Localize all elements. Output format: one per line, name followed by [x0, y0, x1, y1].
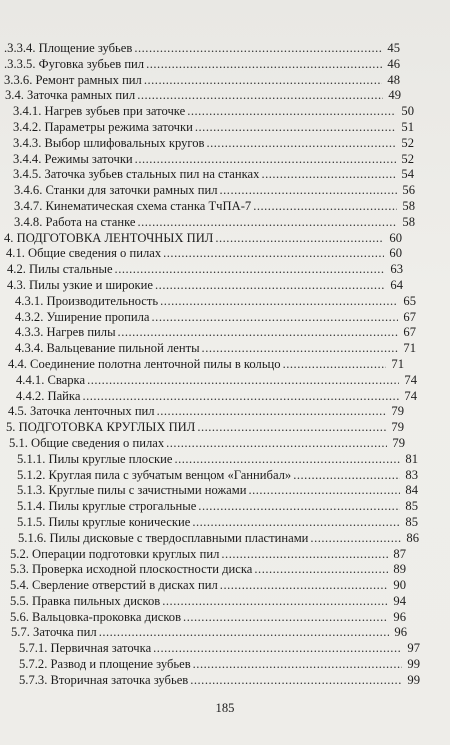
toc-entry-title: 4.2. Пилы стальные	[7, 262, 113, 277]
toc-entry	[0, 215, 450, 231]
toc-entry	[0, 120, 450, 136]
toc-entry-title: 5.1.4. Пилы круглые строгальные	[17, 499, 197, 514]
toc-entry	[0, 88, 450, 104]
dot-leader	[220, 578, 388, 594]
toc-entry-page: 52	[401, 135, 414, 150]
toc-entry-page: 67	[403, 325, 416, 340]
dot-leader	[157, 404, 386, 420]
dot-leader	[215, 231, 384, 247]
toc-entry-title: 5.2. Операции подготовки круглых пил	[10, 546, 220, 561]
toc-entry-title: 5.6. Вальцовка-проковка дисков	[10, 609, 182, 624]
toc-entry	[0, 594, 450, 610]
toc-entry-page: 45	[387, 41, 400, 55]
toc-entry-page: 71	[403, 341, 416, 356]
toc-entry	[0, 657, 450, 673]
dot-leader	[152, 310, 398, 326]
toc-entry-title: .3.3.5. Фуговка зубьев пил	[4, 56, 145, 71]
toc-entry-page: 74	[404, 372, 417, 387]
toc-entry	[0, 294, 450, 310]
toc-entry	[0, 73, 450, 89]
dot-leader	[82, 389, 399, 405]
dot-leader	[253, 199, 397, 215]
toc-entry-page: 64	[390, 277, 403, 292]
dot-leader	[135, 152, 396, 168]
dot-leader	[163, 246, 384, 262]
toc-entry	[0, 673, 450, 689]
dot-leader	[310, 531, 401, 547]
toc-entry-title: 3.4.2. Параметры режима заточки	[13, 119, 193, 134]
toc-entry	[0, 104, 450, 120]
toc-entry	[0, 452, 450, 468]
dot-leader	[283, 357, 386, 373]
toc-entry-title: 4.3. Пилы узкие и широкие	[7, 277, 154, 292]
toc-entry-page: 89	[393, 562, 406, 577]
toc-entry	[0, 610, 450, 626]
toc-entry-page: 49	[388, 88, 401, 103]
table-of-contents	[0, 41, 450, 689]
dot-leader	[174, 452, 400, 468]
dot-leader	[221, 547, 388, 563]
toc-entry	[0, 57, 450, 73]
toc-entry	[0, 310, 450, 326]
dot-leader	[118, 325, 398, 341]
toc-entry-page: 67	[403, 309, 416, 324]
toc-entry-title: 3.4. Заточка рамных пил	[5, 88, 136, 103]
toc-entry-page: 52	[401, 151, 414, 166]
toc-entry-page: 51	[401, 119, 414, 134]
toc-entry	[0, 420, 450, 436]
toc-entry-title: 4. ПОДГОТОВКА ЛЕНТОЧНЫХ ПИЛ	[4, 230, 214, 245]
toc-entry	[0, 578, 450, 594]
toc-entry	[0, 199, 450, 215]
toc-entry	[0, 389, 450, 405]
dot-leader	[166, 436, 387, 452]
toc-entry	[0, 531, 450, 547]
toc-entry	[0, 436, 450, 452]
toc-entry-page: 81	[405, 451, 418, 466]
toc-entry-title: 3.4.6. Станки для заточки рамных пил	[14, 183, 218, 198]
toc-entry	[0, 183, 450, 199]
toc-entry-page: 99	[407, 672, 420, 687]
toc-entry-page: 87	[393, 546, 406, 561]
toc-entry	[0, 246, 450, 262]
toc-entry	[0, 468, 450, 484]
toc-entry	[0, 136, 450, 152]
toc-entry-page: 94	[393, 593, 406, 608]
dot-leader	[193, 657, 402, 673]
toc-entry	[0, 278, 450, 294]
toc-entry	[0, 641, 450, 657]
toc-entry-page: 71	[391, 356, 404, 371]
dot-leader	[137, 88, 383, 104]
toc-entry-title: 5.1.1. Пилы круглые плоские	[17, 451, 173, 466]
toc-entry	[0, 562, 450, 578]
dot-leader	[155, 278, 385, 294]
toc-entry-title: 5.1.2. Круглая пила с зубчатым венцом «Ганнибал»	[17, 467, 292, 482]
toc-entry-page: 85	[405, 499, 418, 514]
toc-entry-title: 5.1.6. Пилы дисковые с твердосплавными пластинами	[18, 530, 309, 545]
toc-entry-page: 56	[402, 183, 415, 198]
dot-leader	[183, 610, 388, 626]
dot-leader	[202, 341, 398, 357]
toc-entry-title: 4.3.1. Производительность	[15, 293, 159, 308]
toc-entry	[0, 41, 450, 57]
toc-entry-title: 5.4. Сверление отверстий в дисках пил	[10, 578, 218, 593]
dot-leader	[99, 625, 389, 641]
dot-leader	[190, 673, 402, 689]
toc-entry	[0, 152, 450, 168]
toc-entry-title: 5.7.2. Развод и площение зубьев	[19, 657, 191, 672]
toc-entry	[0, 357, 450, 373]
toc-entry-title: 5.1.5. Пилы круглые конические	[17, 514, 191, 529]
toc-entry-page: 58	[402, 214, 415, 229]
toc-entry	[0, 483, 450, 499]
toc-entry	[0, 547, 450, 563]
page-number: 185	[215, 701, 235, 715]
dot-leader	[293, 468, 400, 484]
toc-entry-title: 4.4. Соединение полотна ленточной пилы в кольцо	[8, 356, 281, 371]
toc-entry-page: 60	[389, 246, 402, 261]
toc-entry	[0, 341, 450, 357]
dot-leader	[137, 215, 397, 231]
dot-leader	[115, 262, 385, 278]
toc-entry	[0, 373, 450, 389]
dot-leader	[197, 420, 386, 436]
toc-entry	[0, 625, 450, 641]
toc-entry	[0, 262, 450, 278]
toc-entry-title: 3.4.7. Кинематическая схема станка ТчПА-7	[14, 198, 252, 213]
toc-entry-page: 86	[406, 530, 419, 545]
toc-entry-page: 46	[387, 56, 400, 71]
dot-leader	[146, 57, 382, 73]
toc-entry-title: 5.5. Правка пильных дисков	[10, 593, 161, 608]
toc-entry-page: 48	[387, 72, 400, 87]
dot-leader	[87, 373, 399, 389]
dot-leader	[254, 562, 388, 578]
toc-entry-title: 3.4.1. Нагрев зубьев при заточке	[13, 104, 186, 119]
toc-entry-page: 97	[407, 641, 420, 656]
toc-entry-page: 63	[390, 262, 403, 277]
toc-entry-title: 3.3.6. Ремонт рамных пил	[4, 72, 142, 87]
toc-entry-page: 96	[394, 625, 407, 640]
toc-entry	[0, 167, 450, 183]
toc-entry-title: 4.5. Заточка ленточных пил	[8, 404, 155, 419]
toc-entry-page: 83	[405, 467, 418, 482]
toc-entry-page: 96	[393, 609, 406, 624]
dot-leader	[192, 515, 400, 531]
dot-leader	[206, 136, 396, 152]
toc-entry-page: 60	[389, 230, 402, 245]
dot-leader	[162, 594, 388, 610]
toc-entry	[0, 515, 450, 531]
dot-leader	[144, 73, 382, 89]
dot-leader	[261, 167, 396, 183]
dot-leader	[160, 294, 398, 310]
toc-entry-title: 5.7.1. Первичная заточка	[19, 641, 152, 656]
toc-entry-page: 85	[405, 514, 418, 529]
toc-entry-title: 5.3. Проверка исходной плоскостности диска	[10, 562, 253, 577]
toc-entry-title: 3.4.4. Режимы заточки	[13, 151, 133, 166]
toc-entry-title: 5. ПОДГОТОВКА КРУГЛЫХ ПИЛ	[6, 420, 196, 435]
dot-leader	[248, 483, 400, 499]
toc-entry-title: 5.1.3. Круглые пилы с зачистными ножами	[17, 483, 247, 498]
toc-entry	[0, 499, 450, 515]
toc-entry-page: 90	[393, 578, 406, 593]
dot-leader	[220, 183, 398, 199]
toc-entry-title: 3.4.8. Работа на станке	[14, 214, 136, 229]
toc-entry-page: 79	[392, 435, 405, 450]
toc-entry-page: 84	[405, 483, 418, 498]
toc-entry-title: 5.1. Общие сведения о пилах	[9, 435, 165, 450]
toc-entry	[0, 404, 450, 420]
toc-entry	[0, 325, 450, 341]
toc-entry	[0, 231, 450, 247]
dot-leader	[195, 120, 396, 136]
toc-entry-page: 99	[407, 657, 420, 672]
toc-entry-title: 3.4.3. Выбор шлифовальных кругов	[13, 135, 205, 150]
toc-entry-title: 4.3.4. Вальцевание пильной ленты	[15, 341, 200, 356]
toc-entry-page: 54	[401, 167, 414, 182]
toc-entry-page: 79	[391, 420, 404, 435]
toc-entry-title: 3.4.5. Заточка зубьев стальных пил на станках	[13, 167, 260, 182]
toc-entry-title: 4.3.2. Уширение пропила	[15, 309, 150, 324]
toc-entry-title: 4.4.1. Сварка	[16, 372, 86, 387]
toc-entry-page: 79	[391, 404, 404, 419]
toc-entry-title: 5.7. Заточка пил	[11, 625, 97, 640]
dot-leader	[198, 499, 400, 515]
toc-entry-title: 4.1. Общие сведения о пилах	[6, 246, 162, 261]
toc-entry-title: 4.4.2. Пайка	[16, 388, 81, 403]
toc-entry-title: 4.3.3. Нагрев пилы	[15, 325, 116, 340]
dot-leader	[153, 641, 402, 657]
dot-leader	[187, 104, 396, 120]
toc-entry-page: 58	[402, 198, 415, 213]
toc-entry-page: 50	[401, 104, 414, 119]
toc-entry-page: 65	[403, 293, 416, 308]
toc-entry-title: .3.3.4. Площение зубьев	[4, 41, 133, 55]
toc-entry-page: 74	[404, 388, 417, 403]
dot-leader	[134, 41, 382, 57]
toc-entry-title: 5.7.3. Вторичная заточка зубьев	[19, 672, 189, 687]
